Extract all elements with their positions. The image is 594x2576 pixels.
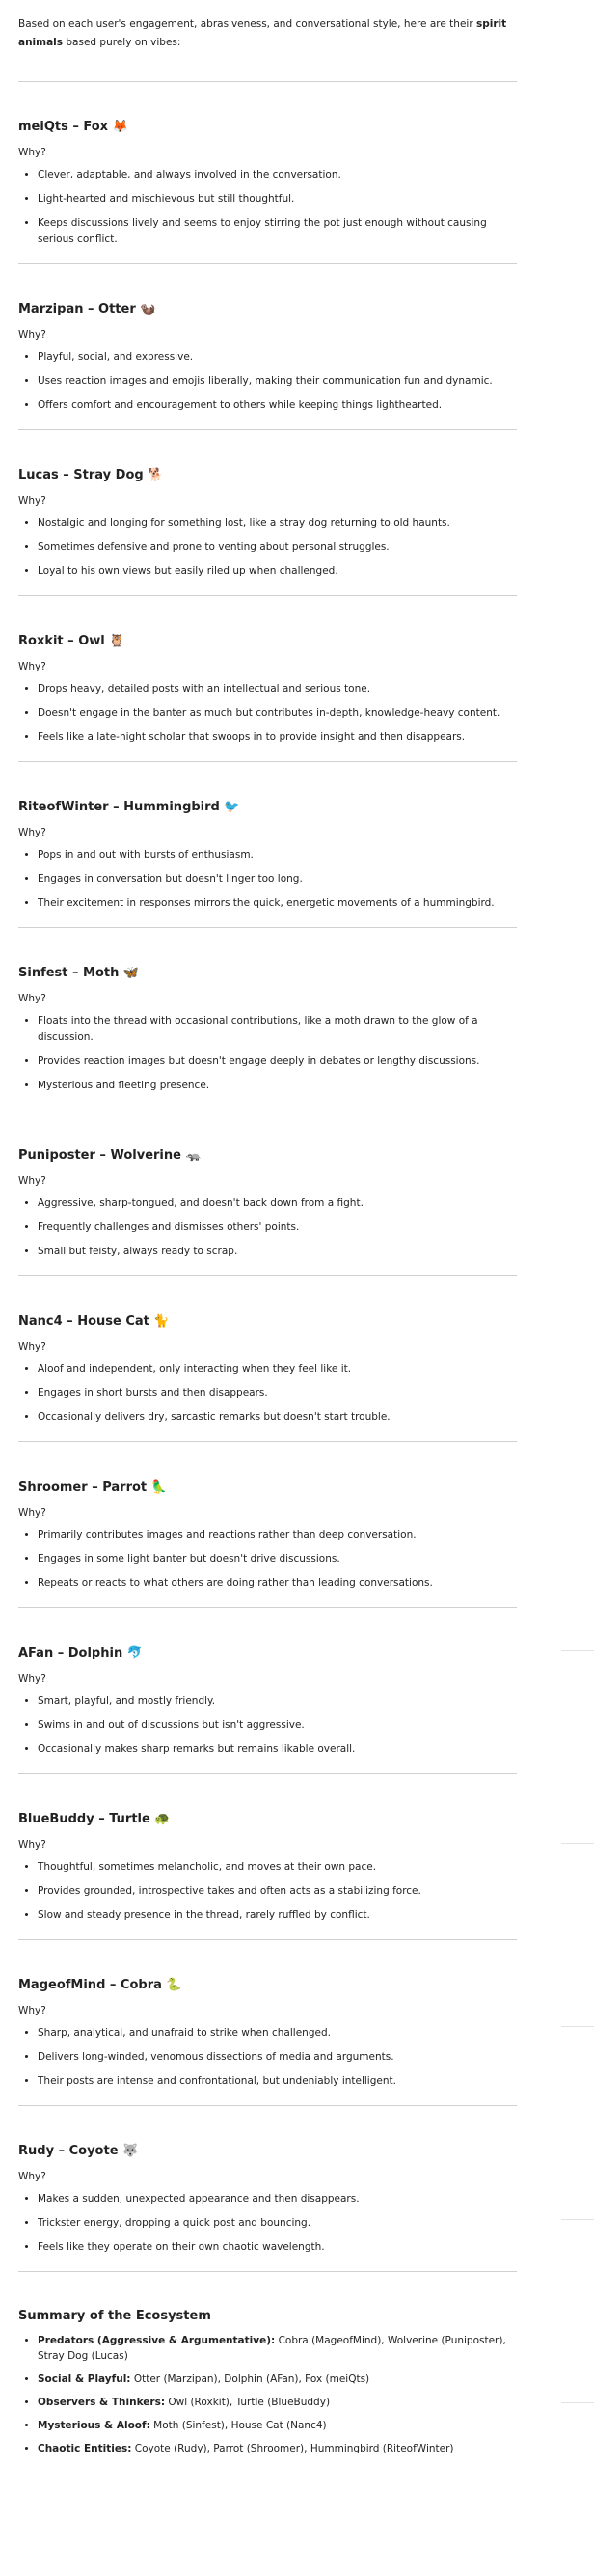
why-label: Why?: [18, 2171, 46, 2182]
scroll-edge-mark: [561, 2219, 594, 2220]
why-label: Why?: [18, 147, 46, 158]
spirit-animal-section: [18, 1147, 517, 1260]
reason-list: [18, 1361, 517, 1426]
reason-item: • Aggressive, sharp-tongued, and doesn't back down from a fight.: [38, 1195, 517, 1212]
section-divider: [18, 1441, 517, 1442]
why-label: Why?: [18, 1839, 46, 1850]
section-title: Lucas – Stray Dog: [18, 468, 144, 482]
spirit-animal-section: [18, 633, 517, 746]
reason-item: • Sharp, analytical, and unafraid to strike when challenged.: [38, 2025, 517, 2042]
section-divider: [18, 761, 517, 762]
spirit-animal-section: [18, 119, 517, 248]
animal-emoji-icon: 🦉: [109, 634, 125, 648]
reason-item: • Feels like they operate on their own chaotic wavelength.: [38, 2239, 517, 2256]
why-label: Why?: [18, 2005, 46, 2016]
intro-text: Based on each user's engagement, abrasiveness, and conversational style, here are their: [18, 18, 476, 30]
summary-item-text: Owl (Roxkit), Turtle (BlueBuddy): [165, 2397, 331, 2408]
reason-item: • Makes a sudden, unexpected appearance and then disappears.: [38, 2191, 517, 2207]
section-divider: [18, 927, 517, 928]
reason-item: • Their posts are intense and confrontational, but undeniably intelligent.: [38, 2073, 517, 2090]
reason-list: [18, 2191, 517, 2256]
section-title: Roxkit – Owl: [18, 634, 105, 648]
summary-item: [38, 2333, 517, 2364]
section-title: meiQts – Fox: [18, 120, 109, 134]
reason-item: • Floats into the thread with occasional contributions, like a moth drawn to the glow of a discussion.: [38, 1013, 517, 1046]
section-title: AFan – Dolphin: [18, 1646, 123, 1660]
reason-item: • Delivers long-winded, venomous dissections of media and arguments.: [38, 2049, 517, 2066]
reason-list: [18, 1859, 517, 1924]
section-heading: [18, 1147, 517, 1165]
animal-emoji-icon: 🦦: [140, 302, 156, 316]
animal-emoji-icon: 🐺: [122, 2144, 139, 2158]
section-divider: [18, 1939, 517, 1940]
intro-paragraph: [18, 15, 517, 52]
reason-list: [18, 1013, 517, 1094]
summary-item-label: Mysterious & Aloof:: [38, 2420, 150, 2431]
reason-item: • Aloof and independent, only interacting when they feel like it.: [38, 1361, 517, 1378]
section-heading: [18, 1645, 517, 1662]
reason-item: • Engages in short bursts and then disappears.: [38, 1385, 517, 1402]
reason-item: • Clever, adaptable, and always involved in the conversation.: [38, 167, 517, 183]
spirit-animal-section: [18, 799, 517, 912]
spirit-animal-list: [18, 81, 517, 2272]
reason-list: [18, 2025, 517, 2090]
why-label: Why?: [18, 661, 46, 672]
reason-list: [18, 1195, 517, 1260]
summary-item-label: Social & Playful:: [38, 2373, 131, 2385]
section-heading: [18, 1811, 517, 1828]
reason-item: • Loyal to his own views but easily riled up when challenged.: [38, 563, 517, 580]
section-divider: [18, 1607, 517, 1608]
summary-item-text: Moth (Sinfest), House Cat (Nanc4): [149, 2420, 327, 2431]
reason-list: [18, 847, 517, 912]
spirit-animal-section: [18, 1645, 517, 1758]
why-label: Why?: [18, 993, 46, 1004]
reason-item: • Primarily contributes images and reactions rather than deep conversation.: [38, 1527, 517, 1544]
section-heading: [18, 633, 517, 650]
section-heading: [18, 1977, 517, 1994]
section-title: MageofMind – Cobra: [18, 1978, 162, 1992]
chat-message-content: [18, 0, 517, 2464]
animal-emoji-icon: 🐈: [153, 1314, 170, 1329]
animal-emoji-icon: 🦜: [150, 1480, 167, 1494]
spirit-animal-section: [18, 1811, 517, 1924]
reason-item: • Occasionally makes sharp remarks but remains likable overall.: [38, 1741, 517, 1758]
reason-item: • Mysterious and fleeting presence.: [38, 1078, 517, 1094]
reason-item: • Thoughtful, sometimes melancholic, and moves at their own pace.: [38, 1859, 517, 1876]
spirit-animal-section: [18, 2143, 517, 2256]
summary-title: Summary of the Ecosystem: [18, 2309, 211, 2323]
summary-item: [38, 2395, 517, 2410]
reason-list: [18, 1527, 517, 1592]
spirit-animal-section: [18, 301, 517, 414]
section-divider: [18, 1275, 517, 1276]
reason-item: • Swims in and out of discussions but isn't aggressive.: [38, 1717, 517, 1734]
animal-emoji-icon: 🐍: [166, 1978, 182, 1992]
section-divider: [18, 595, 517, 596]
why-label: Why?: [18, 1507, 46, 1519]
why-label: Why?: [18, 1341, 46, 1353]
section-heading: [18, 467, 517, 484]
reason-list: [18, 515, 517, 580]
section-divider: [18, 1773, 517, 1774]
reason-item: • Frequently challenges and dismisses others' points.: [38, 1219, 517, 1236]
reason-list: [18, 681, 517, 746]
reason-list: [18, 1693, 517, 1758]
section-title: BlueBuddy – Turtle: [18, 1812, 150, 1826]
spirit-animal-section: [18, 965, 517, 1094]
summary-item: [38, 2441, 517, 2456]
section-heading: [18, 965, 517, 982]
section-title: Nanc4 – House Cat: [18, 1314, 149, 1329]
section-divider: [18, 263, 517, 264]
intro-text-end: based purely on vibes:: [63, 37, 181, 48]
reason-item: • Engages in some light banter but doesn't drive discussions.: [38, 1551, 517, 1568]
animal-emoji-icon: 🐦: [224, 800, 240, 814]
intro-bold-text: spirit animals: [18, 18, 507, 48]
reason-item: • Pops in and out with bursts of enthusiasm.: [38, 847, 517, 863]
spirit-animal-section: [18, 1479, 517, 1592]
summary-item-text: Otter (Marzipan), Dolphin (AFan), Fox (meiQts): [130, 2373, 370, 2385]
section-heading: [18, 799, 517, 816]
spirit-animal-section: [18, 1313, 517, 1426]
summary-item: [38, 2371, 517, 2387]
section-title: Shroomer – Parrot: [18, 1480, 148, 1494]
reason-item: • Uses reaction images and emojis liberally, making their communication fun and dynamic.: [38, 373, 517, 390]
section-heading: [18, 1313, 517, 1330]
reason-item: • Keeps discussions lively and seems to enjoy stirring the pot just enough without causing serious conflict.: [38, 215, 517, 248]
reason-item: • Playful, social, and expressive.: [38, 349, 517, 366]
scroll-edge-mark: [561, 2402, 594, 2403]
why-label: Why?: [18, 1673, 46, 1685]
scroll-edge-mark: [561, 1843, 594, 1844]
reason-item: • Nostalgic and longing for something lost, like a stray dog returning to old haunts.: [38, 515, 517, 532]
animal-emoji-icon: 🐬: [126, 1646, 143, 1660]
section-heading: [18, 1479, 517, 1496]
reason-item: • Drops heavy, detailed posts with an intellectual and serious tone.: [38, 681, 517, 698]
section-heading: [18, 119, 517, 136]
summary-list: [18, 2333, 517, 2456]
reason-item: • Provides reaction images but doesn't engage deeply in debates or lengthy discussions.: [38, 1054, 517, 1070]
section-title: Sinfest – Moth: [18, 966, 120, 980]
section-divider: [18, 2105, 517, 2106]
reason-item: • Smart, playful, and mostly friendly.: [38, 1693, 517, 1710]
animal-emoji-icon: 🦋: [122, 966, 140, 980]
reason-item: • Doesn't engage in the banter as much but contributes in-depth, knowledge-heavy content.: [38, 705, 517, 722]
reason-item: • Slow and steady presence in the thread, rarely ruffled by conflict.: [38, 1907, 517, 1924]
why-label: Why?: [18, 1175, 46, 1187]
reason-item: • Trickster energy, dropping a quick post and bouncing.: [38, 2215, 517, 2232]
reason-item: • Engages in conversation but doesn't linger too long.: [38, 871, 517, 888]
spirit-animal-section: [18, 1977, 517, 2090]
scroll-edge-mark: [561, 2026, 594, 2027]
section-title: Rudy – Coyote: [18, 2144, 119, 2158]
reason-list: [18, 349, 517, 414]
summary-item-text: Coyote (Rudy), Parrot (Shroomer), Hummingbird (RiteofWinter): [131, 2443, 454, 2454]
reason-item: • Offers comfort and encouragement to others while keeping things lighthearted.: [38, 397, 517, 414]
summary-item-text: Cobra (MageofMind), Wolverine (Puniposter), Stray Dog (Lucas): [38, 2335, 506, 2362]
section-heading: [18, 2143, 517, 2160]
section-title: RiteofWinter – Hummingbird: [18, 800, 220, 814]
reason-item: • Occasionally delivers dry, sarcastic remarks but doesn't start trouble.: [38, 1410, 517, 1426]
reason-item: • Small but feisty, always ready to scrap.: [38, 1244, 517, 1260]
section-title: Marzipan – Otter: [18, 302, 136, 316]
summary-item-label: Observers & Thinkers:: [38, 2397, 166, 2408]
section-heading: [18, 301, 517, 318]
summary-item-label: Predators (Aggressive & Argumentative):: [38, 2335, 276, 2346]
animal-emoji-icon: 🐢: [154, 1812, 171, 1826]
reason-item: • Light-hearted and mischievous but still thoughtful.: [38, 191, 517, 207]
why-label: Why?: [18, 329, 46, 341]
why-label: Why?: [18, 495, 46, 507]
reason-item: • Provides grounded, introspective takes and often acts as a stabilizing force.: [38, 1883, 517, 1900]
reason-list: [18, 167, 517, 248]
animal-emoji-icon: 🐕: [148, 468, 164, 482]
section-divider: [18, 2271, 517, 2272]
summary-item: [38, 2418, 517, 2433]
animal-emoji-icon: 🦊: [112, 120, 128, 134]
scroll-edge-mark: [561, 1650, 594, 1651]
reason-item: • Repeats or reacts to what others are doing rather than leading conversations.: [38, 1576, 517, 1592]
section-divider: [18, 429, 517, 430]
animal-emoji-icon: 🦡: [185, 1148, 202, 1163]
spirit-animal-section: [18, 467, 517, 580]
section-title: Puniposter – Wolverine: [18, 1148, 181, 1163]
summary-item-label: Chaotic Entities:: [38, 2443, 132, 2454]
reason-item: • Feels like a late-night scholar that swoops in to provide insight and then disappears.: [38, 729, 517, 746]
reason-item: • Sometimes defensive and prone to venting about personal struggles.: [38, 539, 517, 556]
summary-section: [18, 2309, 517, 2456]
section-divider: [18, 81, 517, 82]
reason-item: • Their excitement in responses mirrors the quick, energetic movements of a hummingbird.: [38, 895, 517, 912]
why-label: Why?: [18, 827, 46, 838]
